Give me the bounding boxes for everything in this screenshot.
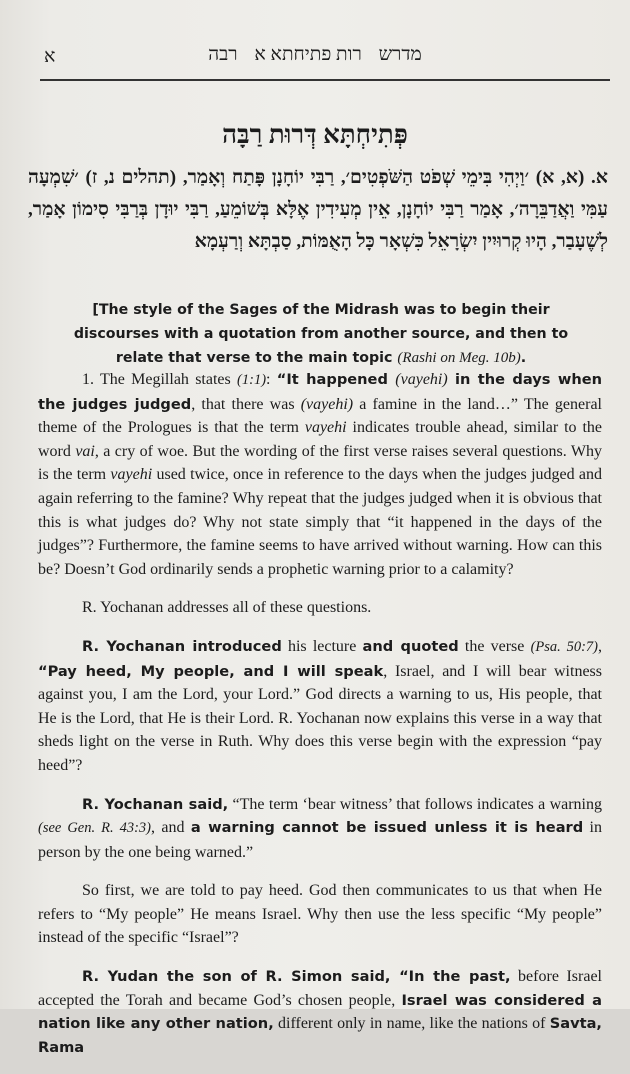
hebrew-title: פְּתִיחְתָּא דְּרוּת רַבָּה xyxy=(222,120,408,149)
paragraph-4: R. Yochanan said, “The term ‘bear witness’ that follows indicates a warning (see Gen. R. 43:3), and a warning cannot be issued unless it is heard in person by the one being warned.” xyxy=(38,795,602,861)
header-rabbah: רבה xyxy=(208,44,238,65)
header-rule xyxy=(40,79,610,81)
paragraph-2: R. Yochanan addresses all of these questions. xyxy=(82,599,372,617)
hebrew-paragraph: א. (א, א) ׳וַיְהִי בִּימֵי שְׁפֹט הַשֹּׁפְטִים׳, רַבִּי יוֹחָנָן פָּתַח וְאָמַר, (תהלים נ, ז) ׳שִׁמְעָה עַמִּי וַאֲדַבֵּרָה׳, אָמַר רַבִּי יוֹחָנָן, אֵין מְעִידִין אֶלָּא בְּשׁוֹמֵעַ, רַבִּי יוּדָן בְּרַבִּי סִימוֹן אָמַר, לְשֶׁעָבַר, הָיוּ קְרוּיִין יִשְׂרָאֵל כִּשְׁאָר כָּל הָאֻמּוֹת, סַבְתָּא וְרַעְמָא xyxy=(28,167,608,252)
intro-text: [The style of the Sages of the Midrash was to begin their discourses with a quotation from another source, and then to relate that verse to the main topic xyxy=(73,302,569,366)
header-section: רות פתיחתא א xyxy=(254,44,362,65)
header-midrash: מדרש xyxy=(378,44,422,65)
paragraph-1: 1. The Megillah states (1:1): “It happened (vayehi) in the days when the judges judged, that there was (vayehi) a famine in the land…” The general theme of the Prologues is that the term vayehi indicates trouble ahead, similar to the word vai, a cry of woe. But the wording of the first verse raises several questions. Why is the term vayehi used twice, once in reference to the days when the judges judged and again referring to the famine? Why repeat that the judges judged when it is obvious that this is what judges do? Why not state simply that “it happened in the days of the judges”? Furthermore, the famine seems to have arrived without warning. How can this be? Doesn’t God ordinarily sends a prophetic warning prior to a calamity? xyxy=(38,371,603,578)
hebrew-text xyxy=(28,162,608,258)
page-number: א xyxy=(44,46,56,67)
paragraph-6: R. Yudan the son of R. Simon said, “In the past, before Israel accepted the Torah and became God’s chosen people, Israel was considered a nation like any other nation, different only in name, like the nations of Savta, Rama xyxy=(38,968,602,1056)
running-header xyxy=(40,38,590,78)
intro-ref: (Rashi on Meg. 10b) xyxy=(397,350,521,366)
header-title xyxy=(40,44,590,66)
english-body xyxy=(38,368,602,1074)
paragraph-5: So first, we are told to pay heed. God then communicates to us that when He refers to “My people” He means Israel. Why then use the less specific “My people” instead of the specific “Israel”? xyxy=(38,882,602,947)
paragraph-3: R. Yochanan introduced his lecture and quoted the verse (Psa. 50:7), “Pay heed, My people, and I will speak, Israel, and I will bear witness against you, I am the Lord, your Lord.” God directs a warning to us, His people, that He is the Lord, that He is their Lord. R. Yochanan now explains this verse in a way that sheds light on the verse in Ruth. Why does this verse begin with the expression “pay heed”? xyxy=(38,637,603,774)
intro-end: . xyxy=(520,350,527,366)
intro-note xyxy=(62,298,580,370)
